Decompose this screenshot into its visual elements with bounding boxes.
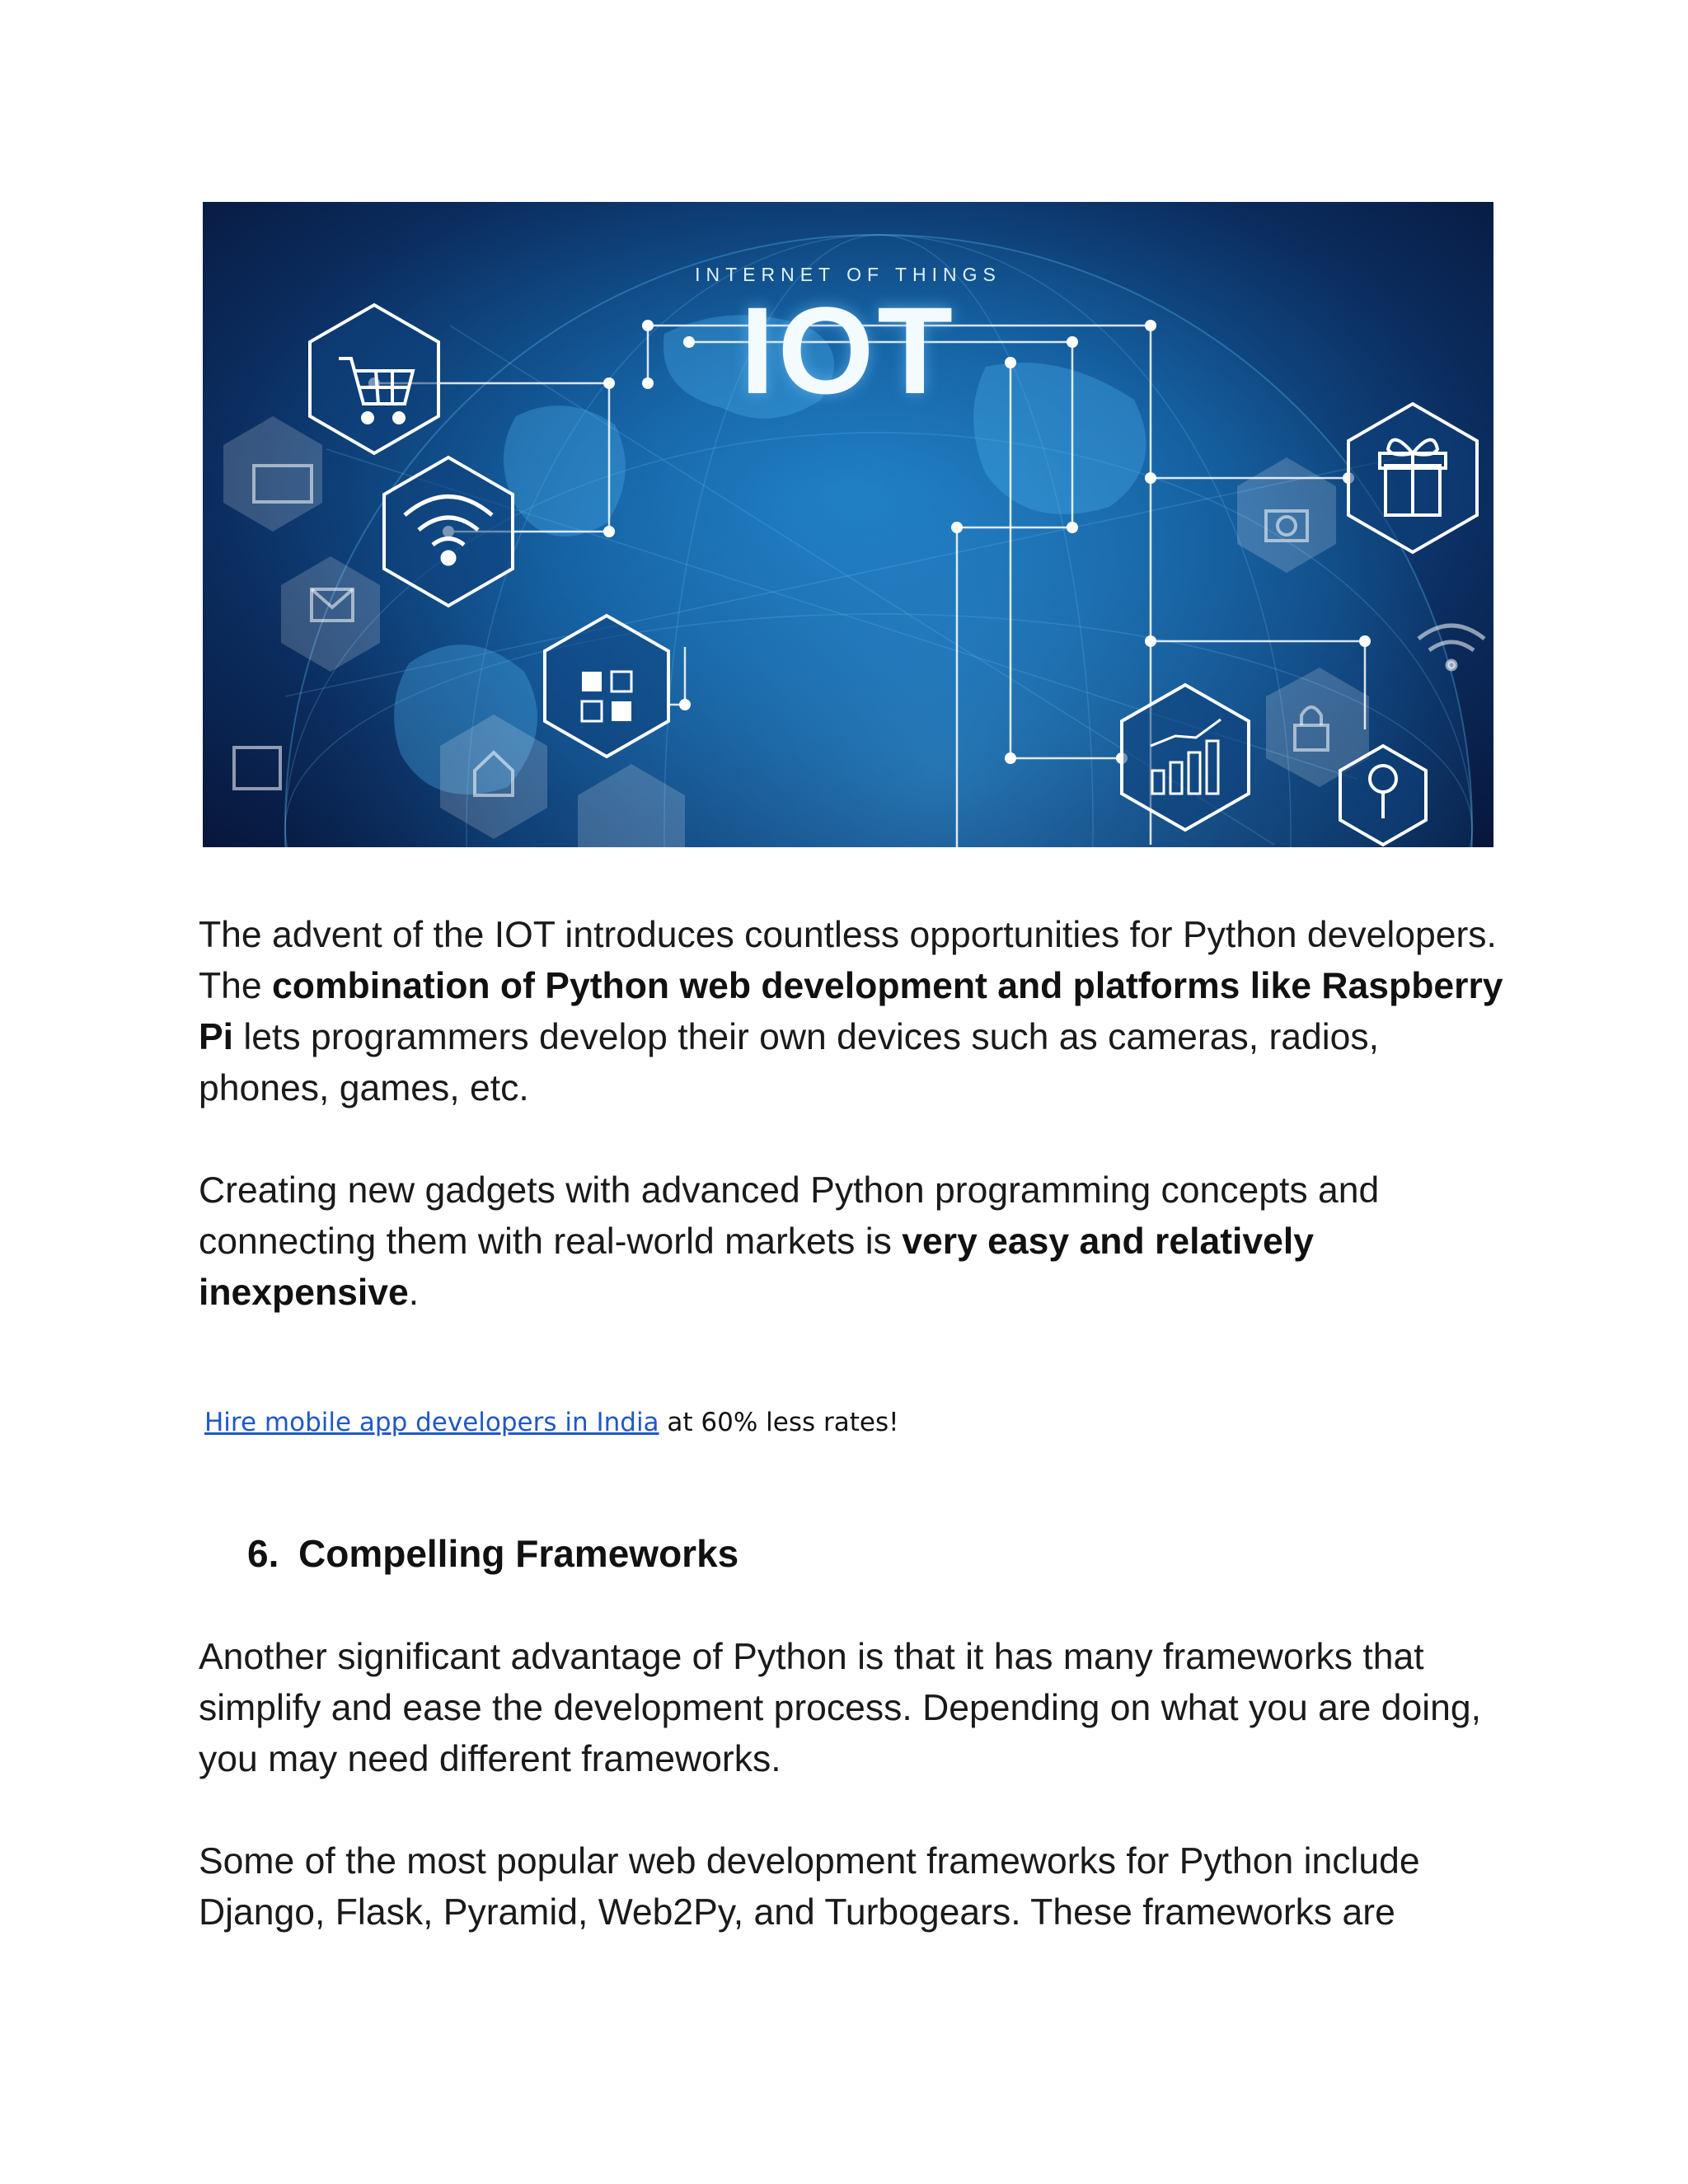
gift-faded-icon bbox=[234, 748, 280, 789]
hero-subtitle: INTERNET OF THINGS bbox=[695, 264, 1001, 285]
paragraph-frameworks-advantage: Another significant advantage of Python is that it has many frameworks that simplify and ease the development process. Depending on what you are doing, you may need different frameworks. bbox=[199, 1637, 1482, 1779]
iot-hero-image bbox=[203, 202, 1493, 847]
paragraph-text: The advent of the IOT introduces countless opportunities for Python developers. The bbox=[199, 915, 1497, 1006]
paragraph-popular-frameworks: Some of the most popular web development frameworks for Python include Django, Flask, Pyramid, Web2Py, and Turbogears. These frameworks are bbox=[199, 1841, 1420, 1933]
section-heading bbox=[247, 1531, 738, 1576]
paragraph-bold-text: very easy and relatively inexpensive bbox=[199, 1221, 1314, 1313]
paragraph-text: lets programmers develop their own devices such as cameras, radios, phones, games, etc. bbox=[199, 1017, 1380, 1108]
heading-number: 6. bbox=[247, 1532, 279, 1575]
paragraph-gadgets bbox=[199, 1165, 1509, 1319]
heading-text: Compelling Frameworks bbox=[298, 1532, 739, 1575]
paragraph-bold-text: combination of Python web development and platforms like Raspberry Pi bbox=[199, 966, 1503, 1057]
paragraph-text: Creating new gadgets with advanced Python programming concepts and connecting them with real-world markets is bbox=[199, 1170, 1380, 1262]
hero-title: IOT bbox=[740, 281, 956, 419]
paragraph-iot-opportunities bbox=[199, 910, 1509, 1114]
paragraph-text: . bbox=[408, 1272, 420, 1313]
hire-developers-link[interactable]: Hire mobile app developers in India bbox=[204, 1408, 659, 1437]
promo-text: at 60% less rates! bbox=[659, 1408, 899, 1437]
promo-line bbox=[204, 1408, 899, 1437]
